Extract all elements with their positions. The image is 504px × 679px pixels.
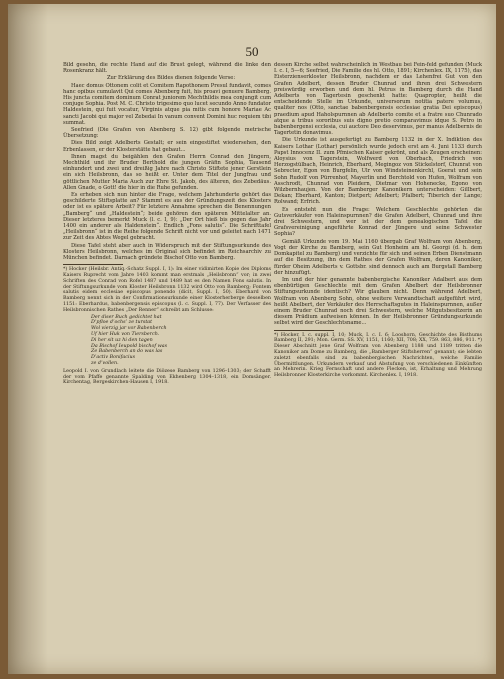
poem [91,315,271,367]
paragraph: Gemäß Urkunde vom 19. Mai 1160 übergab Graf Wolfram von Abenberg, Vogt der Kirche zu Bamberg, sein Gut Honheim am hl. Georgi (d. h. dem Domkapitel zu Bamberg) und verzichte für sich und seinen Erben Dienstmann auf die Besitzung, ihn dem Rathes der Grafen Wolfram, deren Kanoniker, fürder Oheim Adelberts v. Gottsbr. sind dennoch auch am Burgstall Bamberg der hinzufügt. [274,238,482,276]
footnote-end: Leopold I. von Grundlach leitete die Diözese Bamberg von 1296–1303; der Schafft der vom Pfaffe genannte Spalding von Ekhenberg 1304–1318, ein Domsänger. Kirchentag, Bergeskirchen-Hausen I, 1918. [63,368,271,386]
footnote: *) Hocker, I. c. suppl. I, 10; Muck, I. c. I. 6; Looshorn, Geschichte des Bisthums Bamberg II, 291; Mon. Germ. SS. XV, 1151, 1160; XII, 708; XX, 759. 863, 886, 911. *) Dieser Abschnitt jene Graf Wolfram von Abenberg 1188 und 1189 tritten die Kanoniker am Dome zu Bamberg, die „Bamberger Stiftsherren“ genannt; sie lebten zuletzt ebenfalls sind zu babenbergischen Nachrichten, welche Familie Übermittlungen. Urkundern verkauf und Abstufung von verschiedenen Einkünften an Mehrerin. Krieg Fernschaft und andere Flecken, ist, Erhaltung und Mehrung Heilsbronner Klosterkirche vorkommt. Kirchenlex. I, 1918. [274,332,482,379]
page-number: 50 [245,44,259,59]
book-page [8,4,496,674]
paragraph: Es erheben sich nun hinter die Frage, welchem Jahrhunderte gehört das geschilderte Stiftsplatte an? Stammt es aus der Gründungszeit des Klosters oder ist es spätere Arbeit? Für letztere Annahme sprechen die Benennungen „Bamberg“ und „Haldestein“; beide gehören den späteren Mittelalter an. Dieser letzteres bemerkt Muck (l. c. I, 9): „Der Ort hieß bis gegen das Jahr 1400 ein anderer als Haldenstein“. Endlich „Fons salutis“. Die Schrifttafel „Heilsbronn“ ist in die Reihe folgende Schrift nicht vor und geleitet nach 1471 zur Zeit des Abtes Wegel gebracht. [63,192,271,242]
poem-line: Di her sit uz hi den tagen [91,337,153,343]
poem-line: D’activ Bonifacius [91,355,136,361]
paragraph: dessen Kirche selbst wahrscheinlich in Westbau bei Fein-feld gefunden (Muck I. c. I, 5—6; Seefried, Die Familie des hl. Otto, 1891; Kirchenlex. IX, 1175), das Eisterzienserkloster Heilsbronn, nachdem er das Lehenfrei Gut von den Grafen Adelbert, dessen Bruder Chunrad und ihren drei Schwestern preiswürdig erworben und dem hl. Petrus in Bamberg durch die Hand Adelberts von Tagertesin geschenkt hatte: Quapropter, heißt die entscheidende Stelle im Urkunde, universorum notitia patere volumus, qualiter nos (Otto, sanctae babenbergensis ecclesiae gratia Dei episcopus) praedium apud Haholspurnnen ab Adelberto comite et a fratre suo Chunrado atque a tribus sororibus suis digno pretio comparavimus idque S. Petro in babenbergensi ecclesia, cui auctore Deo deservimus, per manus Adelbernis de Tagertetin donavimus. [274,62,482,137]
poem-line: Wol vierzig jar vor Babenberch [91,326,167,332]
footnote: *) Hocker (Heilsbr. Antiq.-Schatz Suppl. I, 1): Im einer vidimirten Kopie des Diploms Kaisers Ruprecht vom Jahre 1403 kommt man erstmals „Heilsbronn“ vor; in zwei Schriften des Conrad von Rofel 1487 und 1489 hat es den Namen Fons salutis. In der Stiftungsurkunde vom Kloster Heilsbronn 1132 wird Otto von Bamberg; Fontem salutis eidem ecclesiae episcopus ponendo (dicit, Suppl. I, 50). Eberhard von Bamberg nennt sich in der Confirmationsurkunde einer Klosterherberge desselben 1151: Eberhardus, babenbergensis episcopus (l. c. Suppl. I, 77). Der Verfasser des Heilsbronnischen Rathes „Der Renner“ schreibt am Schlusse: [63,267,271,313]
paragraph: Im und der hier genannte babenbergische Kanoniker Adalbert aus dem ebenbürtigen Geschlechte mit dem Grafen Abelbert der Heilsbronner Stiftungsurkunde identisch? Wir glauben nicht. Denn während Adelbert, Wolfram von Abenberg Sohn, ohne weitere Verwandtschaft aufgeführt wird, heißt Abelbert, der Verkäufer des Herrschaftsgutes in Haleinspurnnen, außer einem Bruder Chunrad noch drei Schwestern, welche Mitgutsbesitzerin an diesem Prädium aufweisen können. In der Heilsbronner Gründungsurkunde selbst wird der Geschlechtsname... [274,276,482,327]
footnote-rule [63,264,123,265]
translation-verse: Dies Bild zeigt Adelberts Gestalt; er sein eingestiftet wiedersehen, den Erbenlassen, er der Klosterstätte hat gebaut... [63,140,271,153]
paragraph: Seefried (Die Grafen von Abenberg S. 12) gibt folgende metrische Übersetzung: [63,127,271,140]
paragraph: Es entsteht nun die Frage: Welchem Geschlechte gehörten die Gutsverkäufer von Haleinspurnnen? die Grafen Adelbert, Chunrad und ihre drei Schwestern, und wer ist der dem genealogischen Tafel die Grafsvereinigung angeführte Konrad der Jüngere und seine Schwester Sophia? [274,206,482,238]
right-column [274,62,482,582]
poem-line: Da Bischof Ieupold bischof was [91,343,168,349]
translation-verse: Ihnen magst du beigählen den Grafen Herrn Conrad den Jüngern, Mechthild und ihr Bruder Berthold die jungen Gräfin Sophia, Tausend einhundert und zwei und dreißig Jahre nach Christo Stiftete jener Gerstlein ein sich Heilsbronn, das so heißt er. Unter dem Titel der Jungfrau und göttlichen Mutter Maria Auch zur Ehre St. Jakob, des älteren, des Zebedäus. Allen Gnade, o Gott! die hier in die Ruhe gefunden. [63,153,271,191]
latin-inscription: Haec domus Ottonem colit et Comitem Rapothonem Presul fundavit, comes hanc opibus cumulavit Qui comes Abenberg fuit, his proavi genuere Bamberg. His juncta comitem dominum Conrat juniorem Mechthildis mea conjungit cum conjuge Sophia. Post M. C. Christo trigesimo quo lucet secundo Anno fundator Haldestein, qui fuit vocatur, Virginis atque pia mitis cum honore Mariae Ac sancti Jacobi qui major vel Zebedai In vanum convent Domini huc requiem tibi summat. [63,82,271,126]
poem-line: Ze Babenberch an do was las [91,349,163,355]
left-column [63,62,271,652]
paragraph: Zur Erklärung des Bildes dienen folgende Verse: [106,75,236,82]
spine-shadow [8,4,48,674]
poem-line: ze d’vollen. [91,361,119,367]
paragraph: Bild gesehn, die rechte Hand auf die Brust gelegt, während die linke den Rosenkranz hält. [63,62,271,75]
paragraph: Diese Tafel steht aber auch in Widerspruch mit der Stiftungsurkunde des Klosters Heilsbronn, welches im Original sich befindet im Reichsarchiv zu München befindet. Darnach gründete Bischof Otto von Bamberg. [63,242,271,262]
poem-line: D’pfloe d’ochs’ ze turstat [91,320,153,326]
poem-line: Uf hier Huk von Tiersberch. [91,332,160,338]
poem-line: Der diser Buch gedichtet hat [91,314,162,320]
footnote-rule [274,330,334,331]
paragraph: Die Urkunde ist ausgefertigt zu Bamberg 1132 in der X. Indiktion des Kaisers Lothar (Lothar) persönlich wurde jedoch erst am 4. Juni 1133 durch Papst Innocenz II. zum Pfmischen Kaiser gekrönt, und als Zeugen erscheinen: Aloysius von Tagerstein, Wolfwerd von Oberbach, Friedrich von Herzogstülbach, Heinrich, Eberhard, Megingoz von Stickelstorf, Chunrat von Sebrecter, Egon von Burgfelin, Ulr von Windsteinenkirchl, Goerat und sein Sohn Rudolf von Pürrenhof, Mayerlin und Berchtold von Hufen, Wolfram von Asschrodt, Chunrad von Pleidern, Dietmar von Hohenecke, Egono von Wilzbernhaujen. Von der Bamberger Kanonikern unterscheiden: Gillbert, Dekan; Eberhard, Kanton; Dietpert; Adelbert; Pfalbert; Tiberich der Lange; Rolwand; Erfrich. [274,137,482,206]
